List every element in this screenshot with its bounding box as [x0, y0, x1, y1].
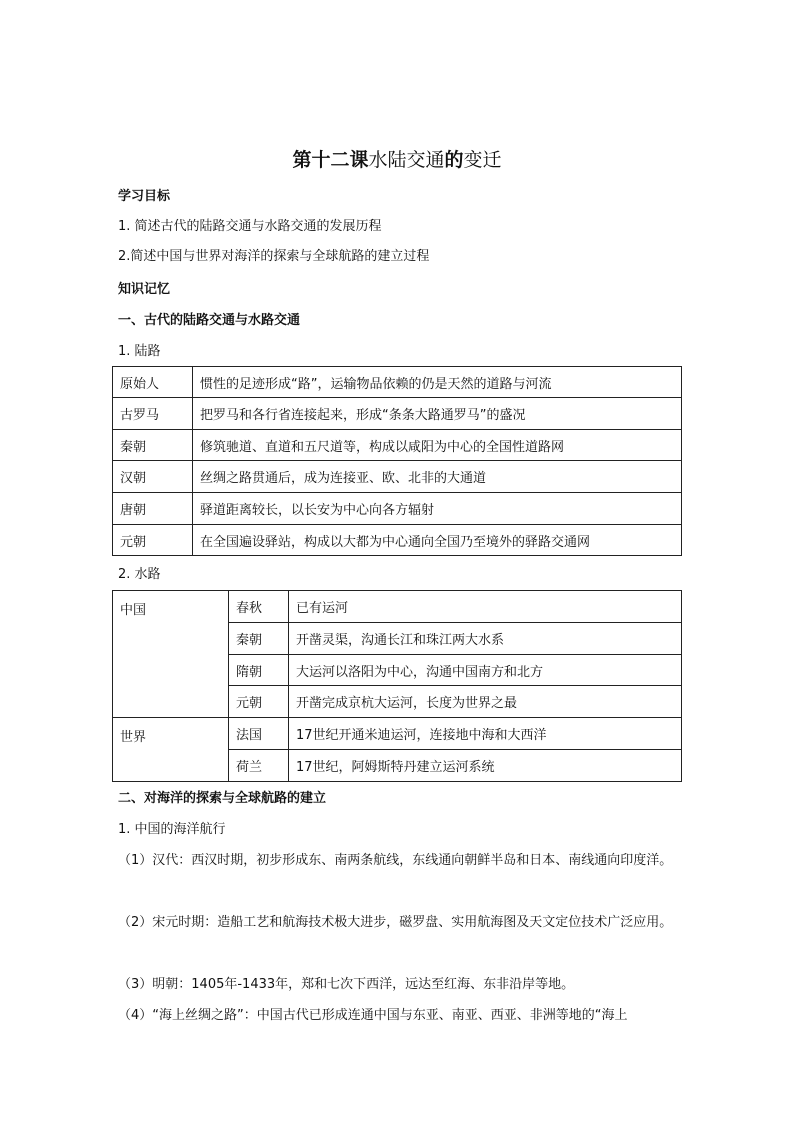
land-era: 唐朝	[113, 493, 193, 525]
land-desc: 丝绸之路贯通后，成为连接亚、欧、北非的大通道	[193, 461, 682, 493]
goals-heading: 学习目标	[118, 189, 171, 204]
table-row	[113, 591, 682, 623]
water-desc: 开凿完成京杭大运河，长度为世界之最	[289, 686, 682, 718]
table-row	[113, 718, 682, 750]
paragraph: （1）汉代：西汉时期，初步形成东、南两条航线，东线通向朝鲜半岛和日本、南线通向印度洋。	[118, 853, 673, 868]
water-desc: 已有运河	[289, 591, 682, 623]
water-heading: 2. 水路	[118, 567, 161, 582]
table-row	[113, 367, 682, 398]
paragraph: （3）明朝：1405年-1433年，郑和七次下西洋，远达至红海、东非沿岸等地。	[118, 977, 575, 992]
water-region: 世界	[113, 718, 229, 782]
water-period: 隋朝	[229, 655, 289, 686]
water-desc: 17世纪，阿姆斯特丹建立运河系统	[289, 750, 682, 782]
land-era: 元朝	[113, 525, 193, 556]
water-desc: 17世纪开通米迪运河，连接地中海和大西洋	[289, 718, 682, 750]
water-desc: 大运河以洛阳为中心，沟通中国南方和北方	[289, 655, 682, 686]
land-era: 古罗马	[113, 398, 193, 430]
land-table	[112, 366, 682, 556]
title-bold-2: 的	[444, 149, 464, 171]
water-period: 元朝	[229, 686, 289, 718]
section1-heading: 一、古代的陆路交通与水路交通	[118, 313, 301, 328]
section2-heading: 二、对海洋的探索与全球航路的建立	[118, 791, 327, 806]
land-desc: 驿道距离较长，以长安为中心向各方辐射	[193, 493, 682, 525]
water-desc: 开凿灵渠，沟通长江和珠江两大水系	[289, 623, 682, 655]
china-ocean-heading: 1. 中国的海洋航行	[118, 822, 226, 837]
goal-item-1: 1. 简述古代的陆路交通与水路交通的发展历程	[118, 219, 382, 234]
land-era: 秦朝	[113, 430, 193, 461]
water-region: 中国	[113, 591, 229, 718]
paragraph: （4）“海上丝绸之路”：中国古代已形成连通中国与东亚、南亚、西亚、非洲等地的“海上	[118, 1008, 628, 1023]
water-period: 法国	[229, 718, 289, 750]
table-row	[113, 430, 682, 461]
land-desc: 惯性的足迹形成“路”，运输物品依赖的仍是天然的道路与河流	[193, 367, 682, 398]
land-desc: 修筑驰道、直道和五尺道等，构成以咸阳为中心的全国性道路网	[193, 430, 682, 461]
land-heading: 1. 陆路	[118, 344, 161, 359]
water-table	[112, 590, 682, 782]
land-era: 汉朝	[113, 461, 193, 493]
water-period: 春秋	[229, 591, 289, 623]
title-normal: 水陆交通	[368, 149, 445, 171]
goal-item-2: 2.简述中国与世界对海洋的探索与全球航路的建立过程	[118, 249, 430, 264]
land-desc: 在全国遍设驿站，构成以大都为中心通向全国乃至境外的驿路交通网	[193, 525, 682, 556]
knowledge-heading: 知识记忆	[118, 282, 171, 297]
table-row	[113, 525, 682, 556]
water-period: 荷兰	[229, 750, 289, 782]
table-row	[113, 398, 682, 430]
page-title	[0, 148, 794, 172]
table-row	[113, 461, 682, 493]
title-normal-2: 变迁	[463, 149, 502, 171]
title-bold: 第十二课	[292, 149, 369, 171]
land-desc: 把罗马和各行省连接起来，形成“条条大路通罗马”的盛况	[193, 398, 682, 430]
table-row	[113, 493, 682, 525]
paragraph: （2）宋元时期：造船工艺和航海技术极大进步，磁罗盘、实用航海图及天文定位技术广泛应用。	[118, 915, 673, 930]
land-era: 原始人	[113, 367, 193, 398]
water-period: 秦朝	[229, 623, 289, 655]
